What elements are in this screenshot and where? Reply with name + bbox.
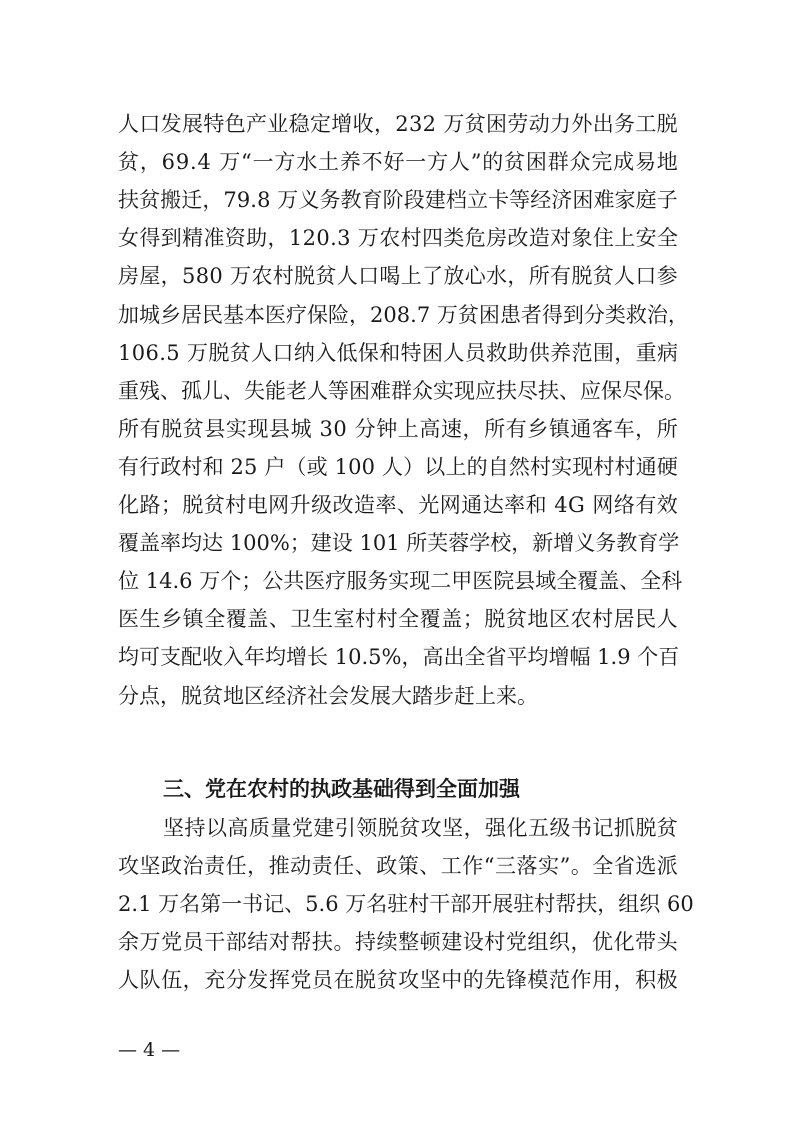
- section-heading: 三、党在农村的执政基础得到全面加强: [163, 777, 520, 801]
- text-line: 所 有 脱 贫 县 实 现 县 城 3 0 分 钟 上 高 速 ， 所 有 乡 镇 通 客 车 ， 所: [118, 416, 678, 441]
- text-line: 医 生 乡 镇 全 覆 盖 、 卫 生 室 村 村 全 覆 盖 ； 脱 贫 地 区 农 村 居 民 人: [118, 607, 678, 632]
- page-number: — 4 —: [118, 1039, 181, 1061]
- text-line: 覆 盖 率 均 达 1 0 0 % ； 建 设 1 0 1 所 芙 蓉 学 校 ， 新 增 义 务 教 育 学: [118, 531, 680, 556]
- text-line: 余 万 党 员 干 部 结 对 帮 扶 。 持 续 整 顿 建 设 村 党 组 织 ， 优 化 带 头: [118, 930, 678, 955]
- text-line: 扶 贫 搬 迁 ， 7 9 . 8 万 义 务 教 育 阶 段 建 档 立 卡 等 经 济 困 难 家 庭 子: [118, 188, 678, 213]
- text-line: 女 得 到 精 准 资 助 ， 1 2 0 . 3 万 农 村 四 类 危 房 改 造 对 象 住 上 安 全: [118, 226, 678, 251]
- text-line: 攻 坚 政 治 责 任 ， 推 动 责 任 、 政 策 、 工 作 “ 三 落 实 ” 。 全 省 选 派: [118, 854, 678, 879]
- text-line: 1 0 6 . 5 万 脱 贫 人 口 纳 入 低 保 和 特 困 人 员 救 助 供 养 范 围 ， 重 病: [118, 340, 678, 365]
- text-line: 贫 ， 6 9 . 4 万 “ 一 方 水 土 养 不 好 一 方 人 ” 的 贫 困 群 众 完 成 易 地: [118, 150, 678, 175]
- text-line: 有 行 政 村 和 2 5 户 （ 或 1 0 0 人 ） 以 上 的 自 然 村 实 现 村 村 通 硬: [118, 454, 678, 479]
- text-line: 加 城 乡 居 民 基 本 医 疗 保 险 ， 2 0 8 . 7 万 贫 困 患 者 得 到 分 类 救 治 ，: [118, 302, 689, 327]
- text-line: 2 . 1 万 名 第 一 书 记 、 5 . 6 万 名 驻 村 干 部 开 展 驻 村 帮 扶 ， 组 织 6 0: [118, 892, 694, 917]
- text-line: 重 残 、 孤 儿 、 失 能 老 人 等 困 难 群 众 实 现 应 扶 尽 扶 、 应 保 尽 保 。: [118, 378, 685, 403]
- text-line: 人 队 伍 ， 充 分 发 挥 党 员 在 脱 贫 攻 坚 中 的 先 锋 模 范 作 用 ， 积 极: [118, 968, 678, 993]
- text-line: 坚 持 以 高 质 量 党 建 引 领 脱 贫 攻 坚 ， 强 化 五 级 书 记 抓 脱 贫: [163, 816, 678, 840]
- text-line: 人 口 发 展 特 色 产 业 稳 定 增 收 ， 2 3 2 万 贫 困 劳 动 力 外 出 务 工 脱: [118, 112, 678, 136]
- text-line: 分点，脱贫地区经济社会发展大踏步赶上来。: [118, 683, 538, 708]
- text-line: 位 1 4 . 6 万 个 ； 公 共 医 疗 服 务 实 现 二 甲 医 院 县 域 全 覆 盖 、 全 科: [118, 569, 683, 594]
- text-line: 房 屋 ， 5 8 0 万 农 村 脱 贫 人 口 喝 上 了 放 心 水 ， 所 有 脱 贫 人 口 参: [118, 264, 678, 289]
- text-line: 均 可 支 配 收 入 年 均 增 长 1 0 . 5 % ， 高 出 全 省 平 均 增 幅 1 . 9 个 百: [118, 645, 680, 670]
- text-line: 化 路 ； 脱 贫 村 电 网 升 级 改 造 率 、 光 网 通 达 率 和 4 G 网 络 有 效: [118, 493, 678, 517]
